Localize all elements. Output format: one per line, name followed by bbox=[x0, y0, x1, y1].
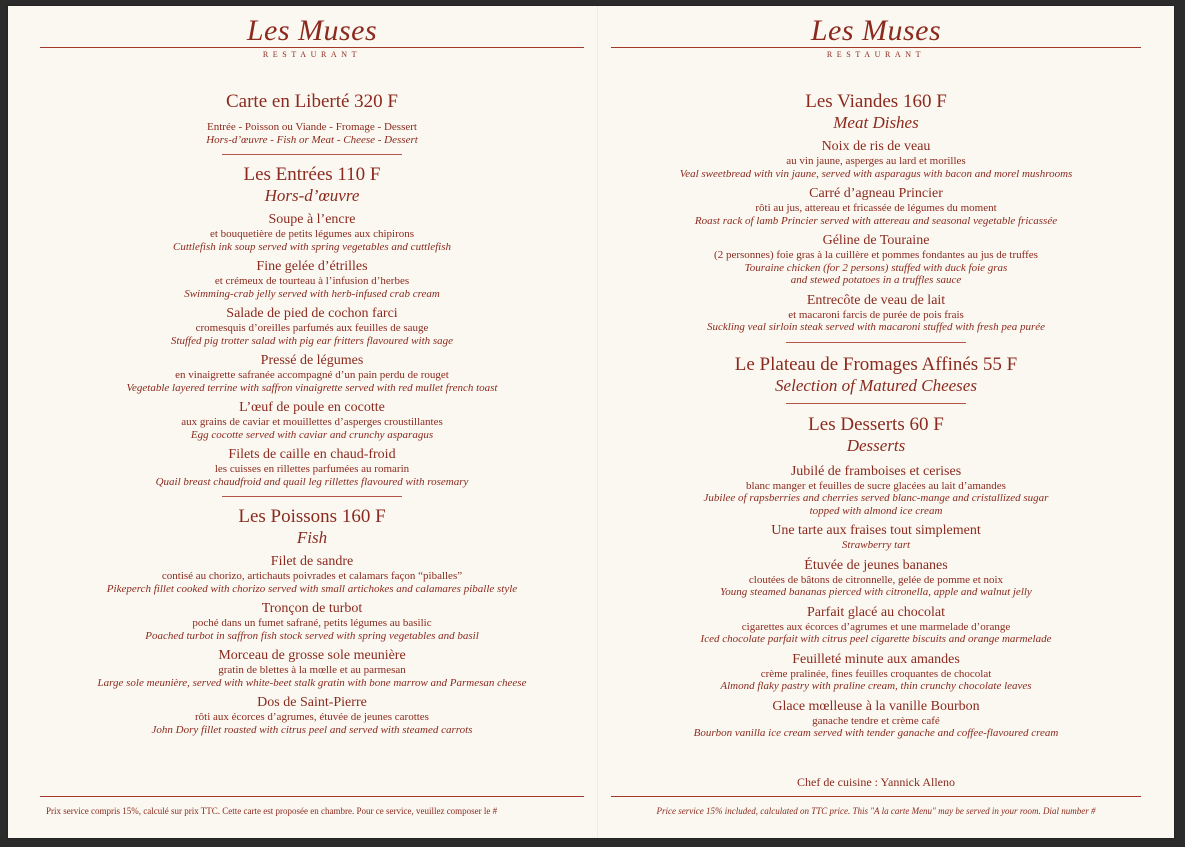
dish-item bbox=[611, 293, 1141, 334]
desserts-title: Les Desserts 60 F bbox=[808, 413, 944, 435]
dish-description-en: Veal sweetbread with vin jaune, served with asparagus with bacon and morel mushrooms bbox=[679, 167, 1073, 180]
fromages-title: Le Plateau de Fromages Affinés 55 F bbox=[734, 353, 1018, 375]
section-separator bbox=[222, 154, 402, 155]
entrees-subtitle: Hors-d’œuvre bbox=[264, 186, 360, 205]
dish-description-en: Swimming-crab jelly served with herb-infused crab cream bbox=[184, 287, 440, 300]
dish-item bbox=[40, 554, 584, 595]
viandes-list bbox=[611, 139, 1141, 334]
entrees-title: Les Entrées 110 F bbox=[243, 164, 381, 185]
dish-name: Une tarte aux fraises tout simplement bbox=[771, 523, 981, 538]
dish-description-en: John Dory fillet roasted with citrus peel and served with steamed carrots bbox=[151, 723, 473, 736]
carte-formula-fr: Entrée - Poisson ou Viande - Fromage - Dessert bbox=[207, 121, 417, 133]
dish-item bbox=[611, 139, 1141, 180]
dish-item bbox=[611, 523, 1141, 552]
restaurant-subtitle: RESTAURANT bbox=[262, 50, 362, 59]
dish-description-fr: blanc manger et feuilles de sucre glacées au lait d’amandes bbox=[746, 479, 1006, 492]
dish-description-en: Poached turbot in saffron fish stock served with spring vegetables and basil bbox=[145, 629, 479, 642]
dish-name: Morceau de grosse sole meunière bbox=[218, 648, 406, 663]
dish-description-fr: au vin jaune, asperges au lard et morilles bbox=[786, 155, 966, 167]
dish-name: Pressé de légumes bbox=[260, 353, 364, 368]
dish-name: L’œuf de poule en cocotte bbox=[239, 400, 385, 415]
dish-description-en: topped with almond ice cream bbox=[809, 504, 943, 517]
dish-description-fr: cloutées de bâtons de citronnelle, gelée de pomme et noix bbox=[748, 573, 1004, 586]
dish-description-fr: rôti aux écorces d’agrumes, étuvée de jeunes carottes bbox=[195, 711, 429, 723]
dish-description-fr: en vinaigrette safranée accompagné d’un pain perdu de rouget bbox=[175, 369, 449, 381]
footer-note-en: Price service 15% included, calculated on TTC price. This "A la carte Menu" may be served in your room. Dial number # bbox=[656, 806, 1096, 816]
dish-item bbox=[611, 652, 1141, 693]
right-page bbox=[611, 6, 1141, 838]
header-rule bbox=[40, 47, 584, 48]
dish-item bbox=[611, 464, 1141, 518]
dish-description-fr: cromesquis d’oreilles parfumés aux feuilles de sauge bbox=[195, 322, 429, 334]
left-page bbox=[40, 6, 584, 838]
dish-item bbox=[611, 558, 1141, 599]
entrees-list bbox=[40, 212, 584, 488]
dish-description-en: Young steamed bananas pierced with citronella, apple and walnut jelly bbox=[720, 586, 1032, 598]
dish-description-fr: (2 personnes) foie gras à la cuillère et pommes fondantes au jus de truffes bbox=[714, 249, 1038, 261]
center-fold bbox=[597, 6, 598, 838]
dish-description-en: Almond flaky pastry with praline cream, thin crunchy chocolate leaves bbox=[720, 680, 1032, 692]
dish-item bbox=[40, 259, 584, 300]
desserts-subtitle: Desserts bbox=[846, 435, 906, 455]
dish-description-fr: rôti au jus, attereau et fricassée de légumes du moment bbox=[755, 202, 997, 214]
poissons-subtitle: Fish bbox=[296, 528, 328, 547]
dish-description-en: Vegetable layered terrine with saffron vinaigrette served with red mullet french toast bbox=[126, 381, 498, 394]
dish-item bbox=[611, 605, 1141, 646]
dish-item bbox=[40, 695, 584, 736]
dish-description-en: Touraine chicken (for 2 persons) stuffed with duck foie gras bbox=[744, 261, 1008, 274]
dish-description-fr: et crémeux de tourteau à l’infusion d’herbes bbox=[214, 275, 410, 287]
dish-item bbox=[611, 233, 1141, 287]
dish-description-fr: poché dans un fumet safrané, petits légumes au basilic bbox=[192, 617, 432, 629]
dish-description-fr: aux grains de caviar et mouillettes d’asperges croustillantes bbox=[181, 416, 443, 428]
dish-item bbox=[40, 400, 584, 441]
dish-name: Filets de caille en chaud-froid bbox=[228, 447, 396, 462]
dish-description-en: Large sole meunière, served with white-beet stalk gratin with bone marrow and Parmesan cheese bbox=[97, 676, 527, 689]
right-header bbox=[611, 6, 1141, 64]
dish-description-fr: gratin de blettes à la mœlle et au parmesan bbox=[218, 664, 406, 676]
dish-item bbox=[611, 186, 1141, 227]
restaurant-logo: Les Muses bbox=[810, 14, 942, 47]
dish-item bbox=[40, 601, 584, 642]
dish-description-en: Roast rack of lamb Princier served with attereau and seasonal vegetable fricassée bbox=[694, 214, 1058, 227]
dish-description-fr: cigarettes aux écorces d’agrumes et une marmelade d’orange bbox=[741, 620, 1011, 633]
viandes-subtitle: Meat Dishes bbox=[833, 113, 919, 132]
dish-description-en: Bourbon vanilla ice cream served with tender ganache and coffee-flavoured cream bbox=[693, 727, 1059, 739]
dish-description-en: and stewed potatoes in a truffles sauce bbox=[790, 274, 962, 286]
right-content bbox=[611, 91, 1141, 740]
dish-item bbox=[40, 306, 584, 347]
dish-description-en: Iced chocolate parfait with citrus peel cigarette biscuits and orange marmelade bbox=[700, 633, 1052, 645]
footer-rule bbox=[40, 796, 584, 797]
dish-name: Parfait glacé au chocolat bbox=[807, 604, 945, 620]
dish-name: Géline de Touraine bbox=[822, 233, 930, 248]
dish-description-en: Suckling veal sirloin steak served with macaroni stuffed with fresh pea purée bbox=[707, 321, 1045, 333]
dish-item bbox=[40, 353, 584, 394]
dish-item bbox=[40, 447, 584, 488]
dish-description-fr: et macaroni farcis de purée de pois frais bbox=[788, 308, 964, 321]
dish-description-en: Jubilee of rapsberries and cherries served blanc-mange and cristallized sugar bbox=[703, 492, 1049, 504]
footer-rule bbox=[611, 796, 1141, 797]
footer-note-fr: Prix service compris 15%, calculé sur prix TTC. Cette carte est proposée en chambre. Pour ce service, veuillez composer le # bbox=[46, 806, 498, 816]
dish-name: Filet de sandre bbox=[270, 554, 354, 569]
section-separator bbox=[786, 342, 966, 343]
fromages-subtitle: Selection of Matured Cheeses bbox=[775, 375, 977, 395]
left-content bbox=[40, 91, 584, 736]
header-rule bbox=[611, 47, 1141, 48]
dish-description-en: Cuttlefish ink soup served with spring vegetables and cuttlefish bbox=[172, 240, 452, 253]
chef-credit: Chef de cuisine : Yannick Alleno bbox=[797, 775, 955, 789]
menu-sheet bbox=[8, 6, 1174, 838]
dish-description-fr: ganache tendre et crème café bbox=[812, 714, 940, 727]
poissons-list bbox=[40, 554, 584, 736]
dish-item bbox=[40, 648, 584, 689]
dish-item bbox=[611, 699, 1141, 740]
dish-name: Soupe à l’encre bbox=[268, 212, 356, 227]
restaurant-logo: Les Muses bbox=[246, 14, 378, 47]
left-header bbox=[40, 6, 584, 64]
dish-name: Carré d’agneau Princier bbox=[809, 186, 943, 201]
dish-description-fr: et bouquetière de petits légumes aux chipirons bbox=[209, 228, 415, 240]
desserts-list bbox=[611, 464, 1141, 740]
poissons-title: Les Poissons 160 F bbox=[238, 506, 386, 527]
dish-name: Fine gelée d’étrilles bbox=[256, 259, 368, 274]
dish-name: Noix de ris de veau bbox=[821, 139, 931, 154]
section-separator bbox=[222, 496, 402, 497]
dish-description-en: Egg cocotte served with caviar and crunchy asparagus bbox=[190, 428, 434, 441]
dish-description-en: Pikeperch fillet cooked with chorizo served with small artichokes and calamares piballe style bbox=[106, 582, 518, 595]
dish-name: Jubilé de framboises et cerises bbox=[790, 463, 962, 479]
dish-name: Tronçon de turbot bbox=[261, 601, 363, 616]
dish-name: Dos de Saint-Pierre bbox=[257, 695, 367, 710]
carte-formula-en: Hors-d’œuvre - Fish or Meat - Cheese - Dessert bbox=[206, 134, 418, 146]
dish-description-fr: crème pralinée, fines feuilles croquantes de chocolat bbox=[760, 667, 992, 680]
dish-description-fr: les cuisses en rillettes parfumées au romarin bbox=[214, 463, 410, 475]
dish-description-fr: contisé au chorizo, artichauts poivrades et calamars façon “piballes” bbox=[161, 570, 463, 582]
dish-name: Salade de pied de cochon farci bbox=[226, 306, 398, 321]
dish-description-en: Quail breast chaudfroid and quail leg rillettes flavoured with rosemary bbox=[155, 475, 469, 488]
dish-name: Feuilleté minute aux amandes bbox=[792, 651, 960, 667]
dish-description-en: Strawberry tart bbox=[841, 539, 911, 551]
restaurant-subtitle: RESTAURANT bbox=[826, 50, 926, 59]
dish-item bbox=[40, 212, 584, 253]
dish-name: Entrecôte de veau de lait bbox=[806, 292, 946, 308]
dish-description-en: Stuffed pig trotter salad with pig ear fritters flavoured with sage bbox=[170, 334, 454, 347]
viandes-title: Les Viandes 160 F bbox=[805, 91, 947, 112]
section-separator bbox=[786, 403, 966, 404]
dish-name: Glace mœlleuse à la vanille Bourbon bbox=[772, 698, 980, 714]
dish-name: Étuvée de jeunes bananes bbox=[804, 557, 948, 573]
carte-title: Carte en Liberté 320 F bbox=[225, 91, 398, 112]
